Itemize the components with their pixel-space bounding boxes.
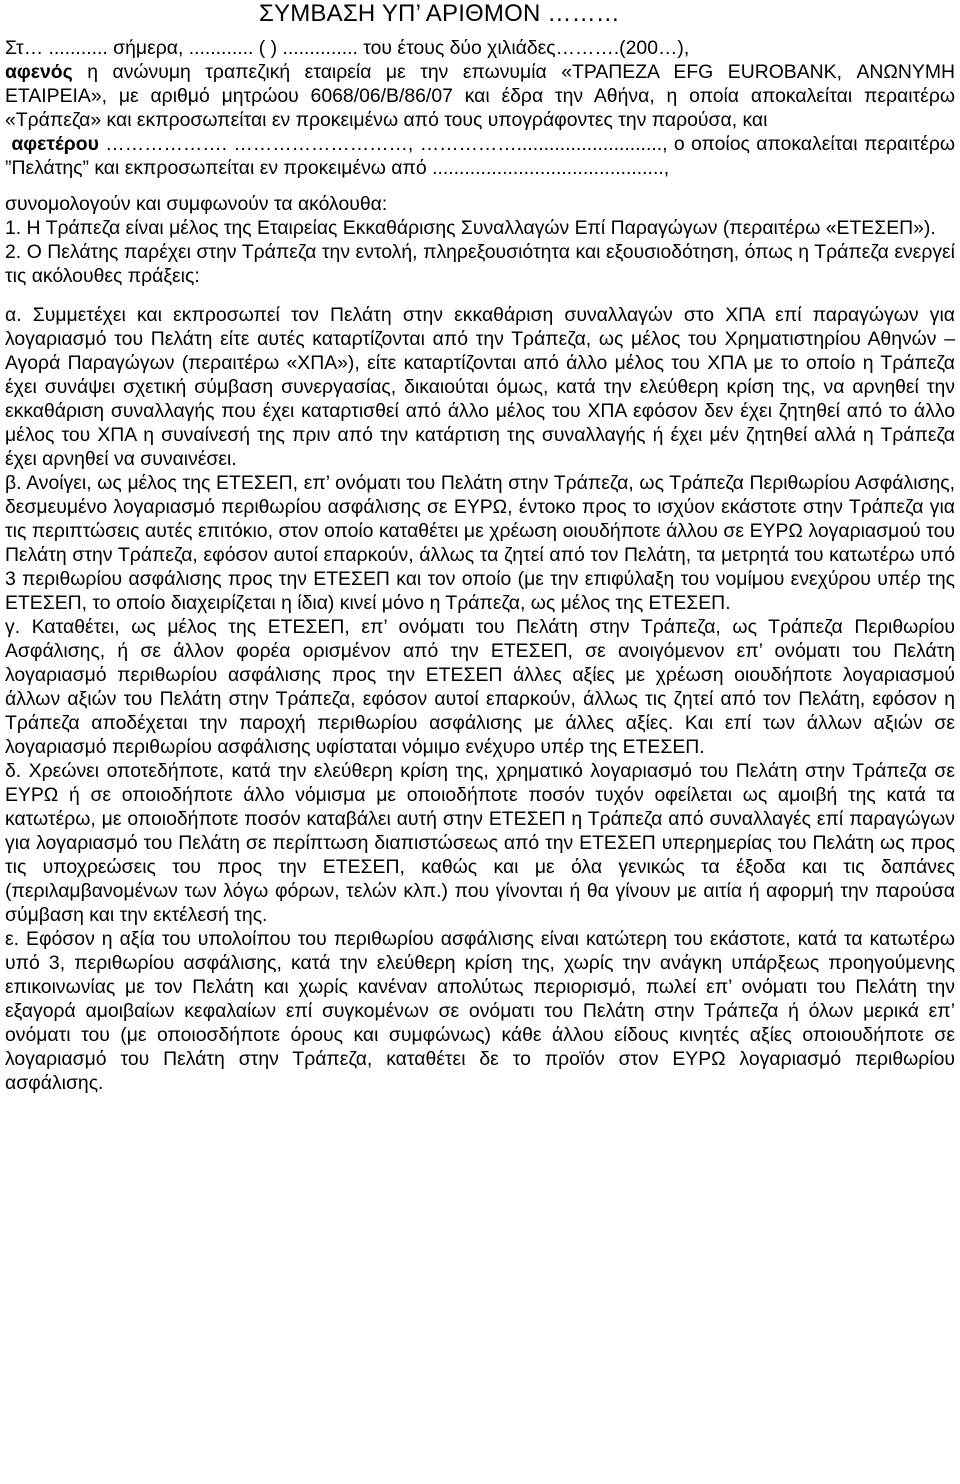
subclause-c: γ. Καταθέτει, ως μέλος της ΕΤΕΣΕΠ, επ’ ονόματι του Πελάτη στην Τράπεζα, ως Τράπεζα Περιθωρίου Ασφάλισης, ή σε άλλον φορέα ορισμένον από την ΕΤΕΣΕΠ, σε ανοιγόμενον επ’ ονόματι του Πελάτη λογαριασμό περιθωρίου ασφάλισης προς την ΕΤΕΣΕΠ άλλες αξίες με χρέωση οιουδήποτε λογαριασμού άλλων αξιών του Πελάτη στην Τράπεζα, εφόσον αυτοί επαρκούν, άλλως τις ζητεί από τον Πελάτη, εφόσον η Τράπεζα αποδέχεται την παροχή περιθωρίου ασφάλισης με άλλες αξίες. Και επί των άλλων αξιών σε λογαριασμό περιθωρίου ασφάλισης υφίσταται νόμιμο ενέχυρο υπέρ της ΕΤΕΣΕΠ. [5,616,955,758]
party-b-text: ………………. ………………………, ……………..........................., ο οποίος αποκαλείται περαιτέρω ”Πελάτης” και εκπροσωπείται εν προκειμένω από ..........................................., [5,133,955,179]
spacer [5,288,955,303]
date-line: Στ… ........... σήμερα, ............ ( ) .............. του έτους δύο χιλιάδες……….(200…), [5,37,690,59]
party-a-label: αφενός [5,61,73,83]
subclause-d: δ. Χρεώνει οποτεδήποτε, κατά την ελεύθερη κρίση της, χρηματικό λογαριασμό του Πελάτη στην Τράπεζα σε ΕΥΡΩ ή σε οποιοδήποτε άλλο νόμισμα με οποιοδήποτε ποσόν τυχόν οφείλεται ως αμοιβή της κατά τα κατωτέρω, με οποιοδήποτε ποσόν καταβάλει αυτή στην ΕΤΕΣΕΠ η Τράπεζα από συναλλαγές επί παραγώγων για λογαριασμό του Πελάτη σε περίπτωση διαπιστώσεως από την ΕΤΕΣΕΠ υπερημερίας του Πελάτη ως προς τις υποχρεώσεις του προς την ΕΤΕΣΕΠ, καθώς και με όλα γενικώς τα έξοδα και τις δαπάνες (περιλαμβανομένων των λόγω φόρων, τελών κλπ.) που γίνονται ή θα γίνουν με αιτία ή αφορμή την παρούσα σύμβαση και την εκτέλεσή της. [5,760,955,926]
subclause-b: β. Ανοίγει, ως μέλος της ΕΤΕΣΕΠ, επ’ ονόματι του Πελάτη στην Τράπεζα, ως Τράπεζα Περιθωρίου Ασφάλισης, δεσμευμένο λογαριασμό περιθωρίου ασφάλισης σε ΕΥΡΩ, έντοκο προς το ισχύον εκάστοτε στην Τράπεζα για τις περιπτώσεις αυτές επιτόκιο, στον οποίο καταθέτει με χρέωση οιουδήποτε άλλου σε ΕΥΡΩ λογαριασμού του Πελάτη στην Τράπεζα, εφόσον αυτοί επαρκούν, άλλως τα ζητεί από τον Πελάτη, τα μετρητά του κατωτέρω υπό 3 περιθωρίου ασφάλισης προς την ΕΤΕΣΕΠ και τον οποίο (με την επιφύλαξη του νομίμου ενεχύρου υπέρ της ΕΤΕΣΕΠ, το οποίο διαχειρίζεται η ίδια) κινεί μόνο η Τράπεζα, ως μέλος της ΕΤΕΣΕΠ. [5,472,955,614]
clause-2: 2. Ο Πελάτης παρέχει στην Τράπεζα την εντολή, πληρεξουσιότητα και εξουσιοδότηση, όπως η Τράπεζα ενεργεί τις ακόλουθες πράξεις: [5,241,955,287]
party-a-paragraph [5,60,955,132]
party-a-text: η ανώνυμη τραπεζική εταιρεία με την επωνυμία «ΤΡΑΠΕΖΑ EFG EUROBANK, ΑΝΩΝΥΜΗ ΕΤΑΙΡΕΙΑ», με αριθμό μητρώου 6068/06/Β/86/07 και έδρα την Αθήνα, η οποία αποκαλείται περαιτέρω «Τράπεζα» και εκπροσωπείται εν προκειμένω από τους υπογράφοντες την παρούσα, και [5,61,955,131]
spacer [5,180,955,192]
contract-page [5,0,955,1095]
clause-1: 1. Η Τράπεζα είναι μέλος της Εταιρείας Εκκαθάρισης Συναλλαγών Επί Παραγώγων (περαιτέρω «ΕΤΕΣΕΠ»). [5,217,936,239]
contract-title: ΣΥΜΒΑΣΗ ΥΠ’ ΑΡΙΘΜΟΝ ……… [259,0,620,27]
agreement-statement: συνομολογούν και συμφωνούν τα ακόλουθα: [5,193,388,215]
subclause-e: ε. Εφόσον η αξία του υπολοίπου του περιθωρίου ασφάλισης είναι κατώτερη του εκάστοτε, κατά τα κατωτέρω υπό 3, περιθωρίου ασφάλισης, κατά την ελεύθερη κρίση της, χωρίς την ανάγκη υπάρξεως προηγούμενης επικοινωνίας με τον Πελάτη και χωρίς κανέναν απολύτως περιορισμό, πωλεί επ’ ονόματι του Πελάτη την εξαγορά αμοιβαίων κεφαλαίων επί συγκομένων σε ονόματι του Πελάτη στην Τράπεζα ή όλων μερικά επ’ ονόματι του (με οποιοσδήποτε όρους και συμφώνως) κάθε άλλου είδους κινητές αξίες οποιουδήποτε σε λογαριασμό του Πελάτη στην Τράπεζα, καταθέτει δε το προϊόν στον ΕΥΡΩ λογαριασμό περιθωρίου ασφάλισης. [5,928,955,1094]
party-b-paragraph [5,132,955,180]
subclause-a: α. Συμμετέχει και εκπροσωπεί τον Πελάτη στην εκκαθάριση συναλλαγών στο ΧΠΑ επί παραγώγων για λογαριασμό του Πελάτη είτε αυτές καταρτίζονται από την Τράπεζα, ως μέλος του Χρηματιστηρίου Αθηνών – Αγορά Παραγώγων (περαιτέρω «ΧΠΑ»), είτε καταρτίζονται από άλλο μέλος του ΧΠΑ με το οποίο η Τράπεζα έχει συνάψει σχετική σύμβαση συνεργασίας, δικαιούται όμως, κατά την ελεύθερη κρίση της, να αρνηθεί την εκκαθάριση συναλλαγής που έχει καταρτισθεί από άλλο μέλος του ΧΠΑ εφόσον δεν έχει ζητηθεί από το άλλο μέλος του ΧΠΑ η συναίνεσή της πριν από την κατάρτιση της συναλλαγής ή έχει μέν ζητηθεί αλλά η Τράπεζα έχει αρνηθεί να συναινέσει. [5,304,955,470]
party-b-label: αφετέρου [11,133,99,155]
